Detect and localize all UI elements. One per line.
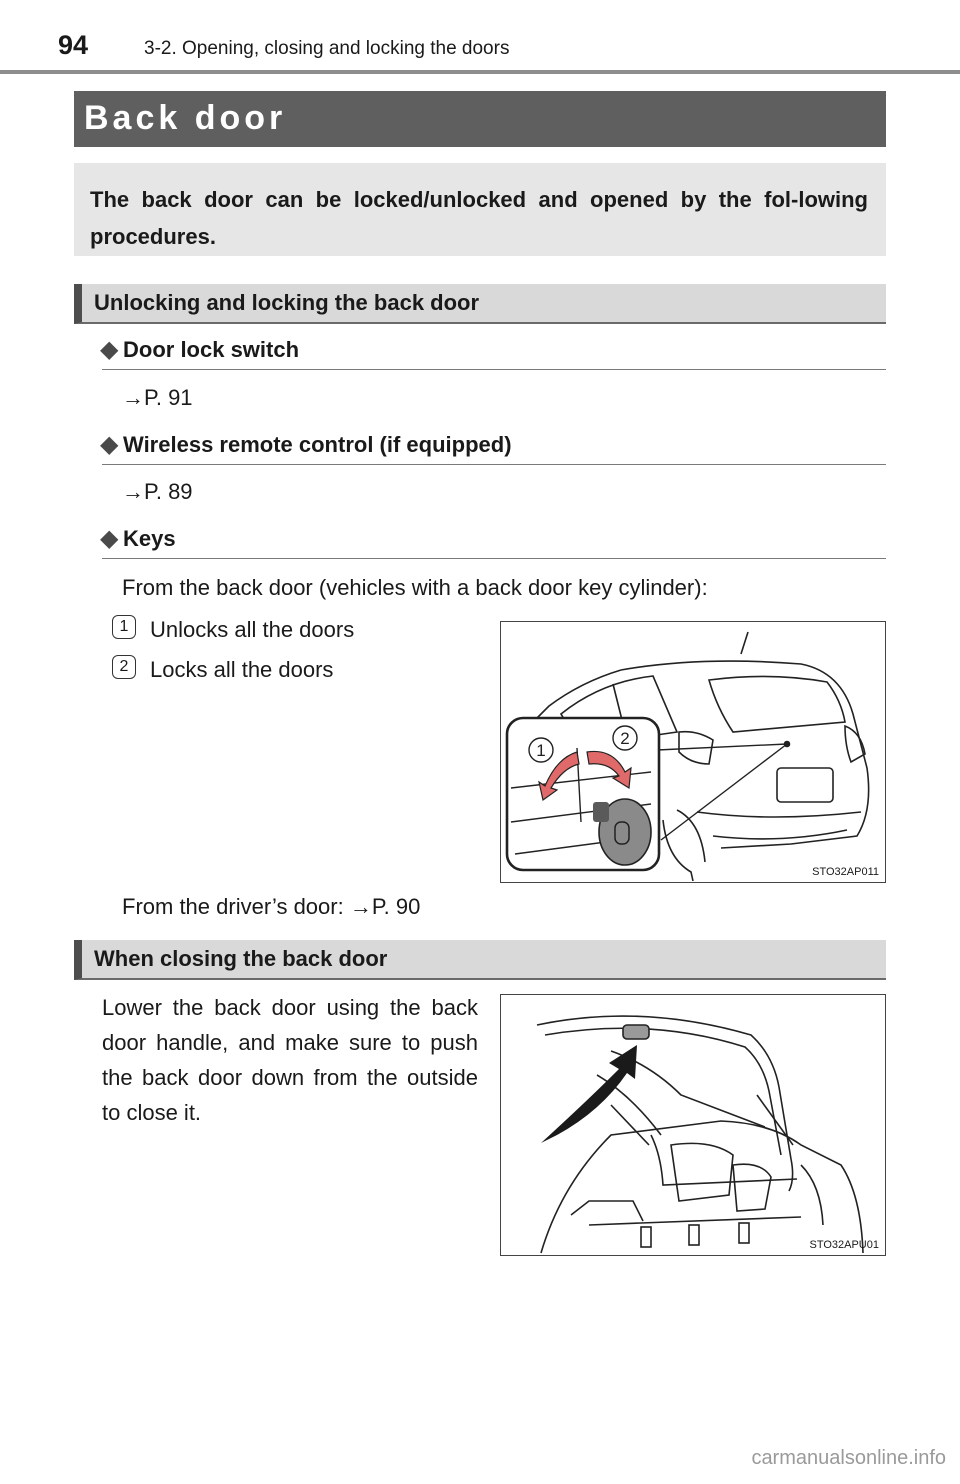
- car-rear-key-illustration: [501, 622, 884, 881]
- watermark: carmanualsonline.info: [751, 1447, 946, 1469]
- figure-code: STO32AP011: [812, 866, 879, 878]
- item-label: Door lock switch: [123, 337, 300, 362]
- page-reference-link[interactable]: →P. 91: [122, 385, 193, 410]
- step-number-badge: 2: [112, 655, 136, 679]
- callout-label: 1: [536, 741, 546, 760]
- subheading-unlocking-text: Unlocking and locking the back door: [94, 290, 480, 315]
- page-title: Back door: [84, 99, 287, 137]
- header-rule: [0, 70, 960, 74]
- diamond-bullet-icon: ◆: [100, 431, 119, 458]
- step-text: Unlocks all the doors: [150, 617, 355, 642]
- keys-description: From the back door (vehicles with a back door key cylinder):: [122, 575, 708, 600]
- item-wireless-remote: [102, 430, 886, 465]
- item-label: Wireless remote control (if equipped): [123, 432, 512, 457]
- diamond-bullet-icon: ◆: [100, 525, 119, 552]
- subheading-closing: [74, 940, 886, 980]
- page-reference-link[interactable]: →P. 89: [122, 479, 193, 504]
- step-number-badge: 1: [112, 615, 136, 639]
- intro-box: The back door can be locked/unlocked and opened by the fol-lowing procedures.: [74, 163, 886, 256]
- section-title-bar: [74, 91, 886, 147]
- figure-closing-back-door: [500, 994, 886, 1256]
- open-back-door-illustration: [501, 995, 884, 1254]
- subheading-closing-text: When closing the back door: [94, 946, 388, 971]
- item-door-lock-switch: [102, 335, 886, 370]
- figure-back-door-key: [500, 621, 886, 883]
- closing-instructions: Lower the back door using the back door handle, and make sure to push the back door down from the outside to close it.: [102, 995, 478, 1125]
- item-keys: [102, 524, 886, 559]
- page-number: 94: [58, 30, 89, 60]
- item-label: Keys: [123, 526, 176, 551]
- driver-door-reference: From the driver’s door: →P. 90: [122, 894, 421, 919]
- running-header: 3-2. Opening, closing and locking the doors: [144, 38, 510, 59]
- diamond-bullet-icon: ◆: [100, 336, 119, 363]
- step-text: Locks all the doors: [150, 657, 334, 682]
- subheading-unlocking: [74, 284, 886, 324]
- callout-label: 2: [620, 729, 630, 748]
- figure-code: STO32APU01: [809, 1239, 879, 1251]
